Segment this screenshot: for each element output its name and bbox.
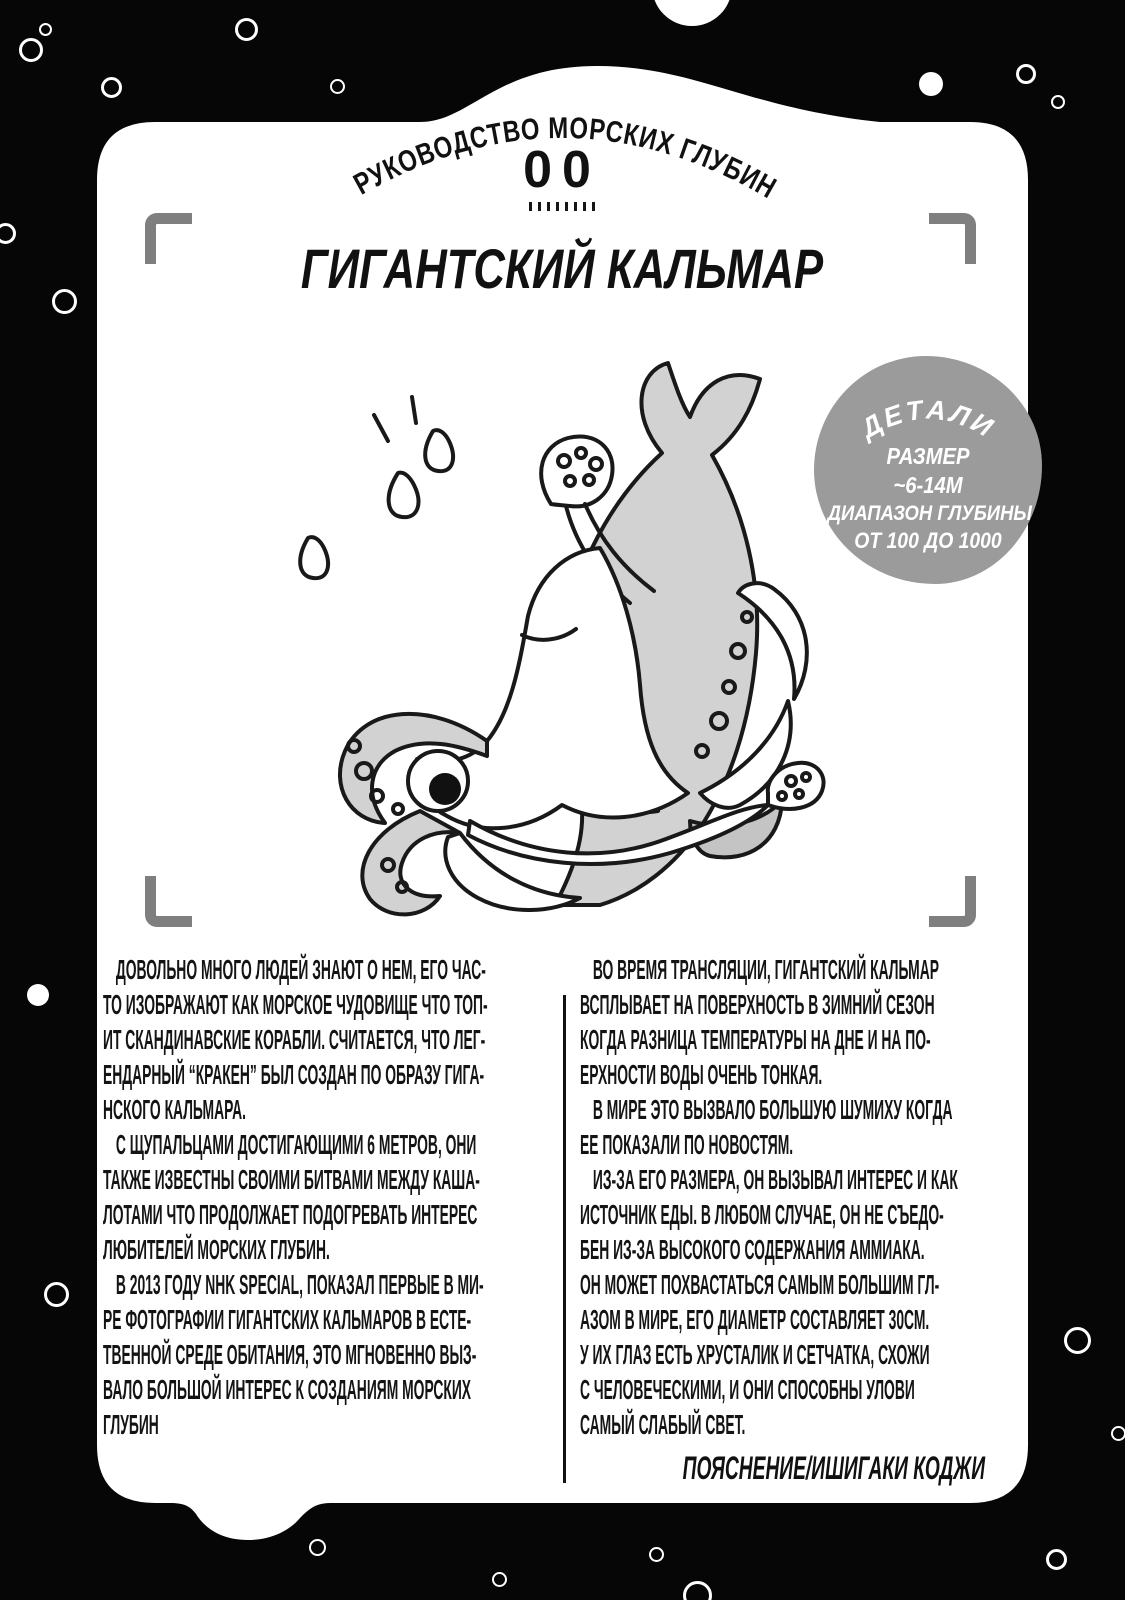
text-line: В 2013 ГОДУ NHK SPECIAL, ПОКАЗАЛ ПЕРВЫЕ В МИ- — [115, 1269, 484, 1300]
text-line: ИСТОЧНИК ЕДЫ. В ЛЮБОМ СЛУЧАЕ, ОН НЕ СЪЕДО- — [580, 1199, 944, 1230]
text-line: ТВЕННОЙ СРЕДЕ ОБИТАНИЯ, ЭТО МГНОВЕННО ВЫЗ- — [103, 1339, 477, 1370]
text-line: БЕН ИЗ-ЗА ВЫСОКОГО СОДЕРЖАНИЯ АММИАКА. — [580, 1234, 925, 1265]
tick-mark — [592, 202, 595, 211]
frame-corner-bottom-right-icon — [929, 876, 976, 927]
credit-line: ПОЯСНЕНИЕ/ИШИГАКИ КОДЖИ — [682, 1450, 985, 1486]
text-line: ВАЛО БОЛЬШОЙ ИНТЕРЕС К СОЗДАНИЯМ МОРСКИХ — [103, 1374, 472, 1405]
tick-row — [462, 202, 662, 211]
paragraph — [103, 1267, 549, 1442]
paragraph — [103, 952, 549, 1127]
frame-corner-top-right-icon — [929, 213, 976, 264]
text-line: РЕ ФОТОГРАФИИ ГИГАНТСКИХ КАЛЬМАРОВ В ЕСТЕ- — [103, 1304, 472, 1335]
text-line: ЛЮБИТЕЛЕЙ МОРСКИХ ГЛУБИН. — [103, 1234, 330, 1265]
tick-mark — [547, 202, 550, 211]
text-line: НСКОГО КАЛЬМАРА. — [103, 1094, 246, 1125]
text-line: ГЛУБИН — [103, 1409, 159, 1440]
text-line: САМЫЙ СЛАБЫЙ СВЕТ. — [580, 1409, 746, 1440]
text-line: ЕЕ ПОКАЗАЛИ ПО НОВОСТЯМ. — [580, 1129, 794, 1160]
tick-mark — [538, 202, 541, 211]
paragraph — [580, 1092, 1026, 1162]
tick-mark — [556, 202, 559, 211]
text-line: АЗОМ В МИРЕ, ЕГО ДИАМЕТР СОСТАВЛЯЕТ 30СМ. — [580, 1304, 930, 1335]
tick-mark — [529, 202, 532, 211]
tick-mark — [583, 202, 586, 211]
page-title: ГИГАНТСКИЙ КАЛЬМАР — [300, 237, 824, 300]
left-column — [103, 952, 549, 1442]
frame-corner-top-left-icon — [145, 213, 192, 264]
splash-drop-icon — [389, 473, 419, 518]
text-line: ДОВОЛЬНО МНОГО ЛЮДЕЙ ЗНАЮТ О НЕМ, ЕГО ЧАС- — [115, 954, 486, 985]
text-line: ЛОТАМИ ЧТО ПРОДОЛЖАЕТ ПОДОГРЕВАТЬ ИНТЕРЕС — [103, 1199, 478, 1230]
text-line: С ЧЕЛОВЕЧЕСКИМИ, И ОНИ СПОСОБНЫ УЛОВИ — [580, 1374, 915, 1405]
splash-drop-icon — [300, 537, 328, 578]
text-line: ЕНДАРНЫЙ “КРАКЕН” БЫЛ СОЗДАН ПО ОБРАЗУ ГИГА- — [103, 1059, 485, 1090]
text-line: ТО ИЗОБРАЖАЮТ КАК МОРСКОЕ ЧУДОВИЩЕ ЧТО ТОП- — [103, 989, 488, 1020]
paragraph — [580, 1162, 1026, 1442]
size-label: РАЗМЕР — [886, 443, 970, 469]
right-column — [580, 952, 1026, 1442]
frame-corner-bottom-left-icon — [145, 876, 192, 927]
column-divider — [563, 995, 566, 1483]
issue-number: 00 — [523, 141, 601, 199]
depth-label: ДИАПАЗОН ГЛУБИНЫ — [827, 502, 1032, 525]
text-line: ТАКЖЕ ИЗВЕСТНЫ СВОИМИ БИТВАМИ МЕЖДУ КАША- — [103, 1164, 480, 1195]
size-value: ~6-14М — [893, 472, 963, 498]
text-line: ВСПЛЫВАЕТ НА ПОВЕРХНОСТЬ В ЗИМНИЙ СЕЗОН — [580, 989, 935, 1020]
details-badge — [814, 356, 1042, 584]
text-line: У ИХ ГЛАЗ ЕСТЬ ХРУСТАЛИК И СЕТЧАТКА, СХОЖИ — [580, 1339, 930, 1370]
squid-whale-illustration — [270, 353, 830, 928]
text-line: ИЗ-ЗА ЕГО РАЗМЕРА, ОН ВЫЗЫВАЛ ИНТЕРЕС И КАК — [592, 1164, 958, 1195]
guide-arc-title: РУКОВОДСТВО МОРСКИХ ГЛУБИН — [348, 111, 786, 208]
badge-heading: ДЕТАЛИ — [855, 394, 1001, 444]
text-line: ВО ВРЕМЯ ТРАНСЛЯЦИИ, ГИГАНТСКИЙ КАЛЬМАР — [592, 954, 939, 985]
text-line: ИТ СКАНДИНАВСКИЕ КОРАБЛИ. СЧИТАЕТСЯ, ЧТО ЛЕГ- — [103, 1024, 486, 1055]
text-line: ЕРХНОСТИ ВОДЫ ОЧЕНЬ ТОНКАЯ. — [580, 1059, 823, 1090]
tick-mark — [565, 202, 568, 211]
tick-mark — [574, 202, 577, 211]
text-line: КОГДА РАЗНИЦА ТЕМПЕРАТУРЫ НА ДНЕ И НА ПО- — [580, 1024, 931, 1055]
depth-value: ОТ 100 ДО 1000 — [854, 528, 1002, 553]
text-line: В МИРЕ ЭТО ВЫЗВАЛО БОЛЬШУЮ ШУМИХУ КОГДА — [592, 1094, 953, 1125]
splash-drop-icon — [425, 430, 453, 471]
text-line: ОН МОЖЕТ ПОХВАСТАТЬСЯ САМЫМ БОЛЬШИМ ГЛ- — [580, 1269, 940, 1300]
paragraph — [103, 1127, 549, 1267]
text-line: С ЩУПАЛЬЦАМИ ДОСТИГАЮЩИМИ 6 МЕТРОВ, ОНИ — [115, 1129, 477, 1160]
paragraph — [580, 952, 1026, 1092]
